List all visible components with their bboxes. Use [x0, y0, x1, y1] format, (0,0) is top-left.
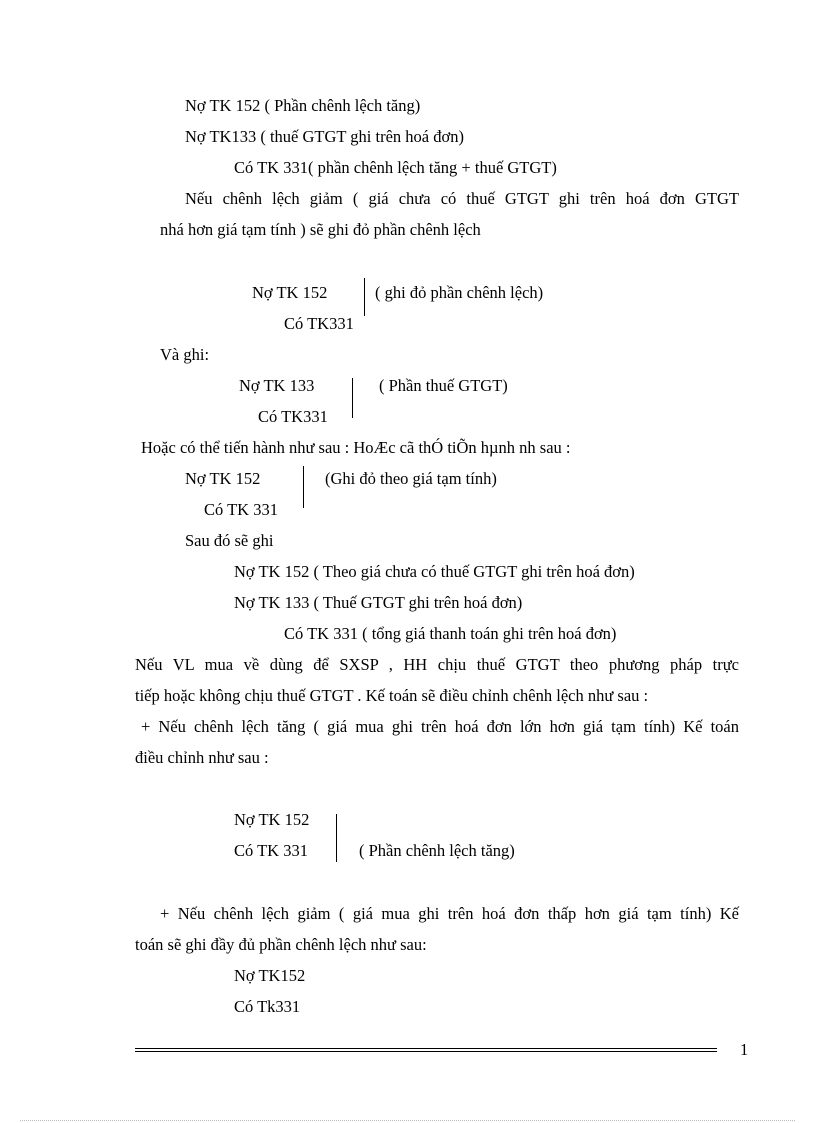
text-line: + Nếu chênh lệch tăng ( giá mua ghi trên hoá đơn lớn hơn giá tạm tính) Kế toán — [141, 717, 739, 736]
entry-note: ( Phần thuế GTGT) — [379, 376, 508, 395]
entry-note: ( ghi đỏ phần chênh lệch) — [375, 283, 544, 302]
text-line: Nợ TK 152 ( Theo giá chưa có thuế GTGT ghi trên hoá đơn) — [234, 562, 635, 581]
text-line: Và ghi: — [160, 345, 210, 364]
entry-debit: Nợ TK 152 — [252, 283, 328, 302]
footer-rule — [135, 1048, 717, 1049]
entry-credit: Có TK 331 — [234, 841, 308, 860]
text-line: Có TK 331 ( tổng giá thanh toán ghi trên hoá đơn) — [284, 624, 617, 643]
text-line: Nợ TK 152 ( Phần chênh lệch tăng) — [185, 96, 421, 115]
entry-debit: Nợ TK 152 — [234, 810, 310, 829]
entry-credit: Có TK331 — [284, 314, 354, 333]
entry-debit: Nợ TK152 — [234, 966, 306, 985]
text-line: nhá hơn giá tạm tính ) sẽ ghi đỏ phần chênh lệch — [160, 220, 481, 239]
text-line: Nếu chênh lệch giảm ( giá chưa có thuế GTGT ghi trên hoá đơn GTGT — [185, 189, 739, 208]
text-line: + Nếu chênh lệch giảm ( giá mua ghi trên hoá đơn thấp hơn giá tạm tính) Kế — [160, 904, 739, 923]
text-line: Nợ TK133 ( thuế GTGT ghi trên hoá đơn) — [185, 127, 464, 146]
entry-credit: Có TK331 — [258, 407, 328, 426]
text-line: điều chỉnh như sau : — [135, 748, 269, 767]
text-line: Nợ TK 133 ( Thuế GTGT ghi trên hoá đơn) — [234, 593, 523, 612]
entry-credit: Có TK 331 — [204, 500, 278, 519]
footer-rule — [135, 1051, 717, 1052]
entry-note: (Ghi đỏ theo giá tạm tính) — [325, 469, 497, 488]
text-line: Hoặc có thể tiến hành như sau : HoÆc cã thÓ tiÕn hµnh nh sau : — [141, 438, 571, 457]
page-number: 1 — [740, 1040, 749, 1059]
entry-note: ( Phần chênh lệch tăng) — [359, 841, 515, 860]
page-edge — [20, 1120, 795, 1121]
text-line: Nếu VL mua về dùng để SXSP , HH chịu thuế GTGT theo phương pháp trực — [135, 655, 739, 674]
text-line: toán sẽ ghi đầy đủ phần chênh lệch như sau: — [135, 935, 427, 954]
entry-debit: Nợ TK 152 — [185, 469, 261, 488]
entry-credit: Có Tk331 — [234, 997, 301, 1016]
entry-divider — [352, 378, 353, 418]
entry-debit: Nợ TK 133 — [239, 376, 315, 395]
entry-divider — [336, 814, 337, 862]
entry-divider — [364, 278, 365, 316]
text-line: Có TK 331( phần chênh lệch tăng + thuế GTGT) — [234, 158, 557, 177]
text-line: Sau đó sẽ ghi — [185, 531, 274, 550]
entry-divider — [303, 466, 304, 508]
text-line: tiếp hoặc không chịu thuế GTGT . Kế toán sẽ điều chỉnh chênh lệch như sau : — [135, 686, 649, 705]
